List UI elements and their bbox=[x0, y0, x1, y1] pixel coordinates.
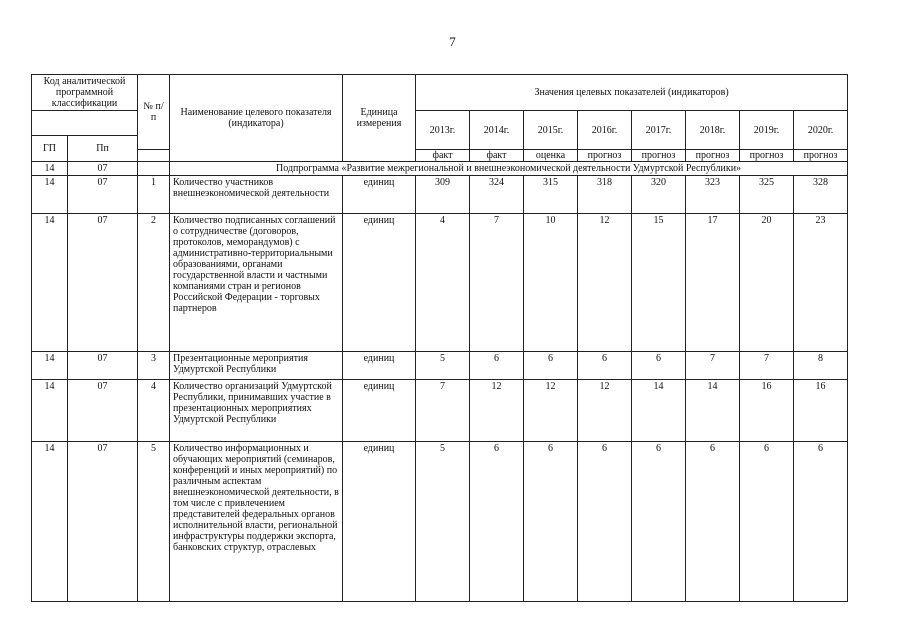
cell-value: 12 bbox=[578, 380, 632, 442]
cell-value: 6 bbox=[578, 352, 632, 380]
cell-indicator-name: Количество организаций Удмуртской Республики, принимавших участие в презентационных мероприятиях Удмуртской Республики bbox=[170, 380, 343, 442]
page-number: 7 bbox=[449, 34, 456, 49]
header-year: 2018г. bbox=[686, 111, 740, 150]
cell-value: 323 bbox=[686, 176, 740, 214]
cell-gp: 14 bbox=[32, 352, 68, 380]
table-row bbox=[32, 380, 848, 442]
cell-value: 16 bbox=[794, 380, 848, 442]
indicators-table bbox=[31, 74, 848, 602]
cell-num: 4 bbox=[138, 380, 170, 442]
header-year: 2013г. bbox=[416, 111, 470, 150]
cell-gp: 14 bbox=[32, 162, 68, 176]
header-gp: ГП bbox=[32, 136, 68, 162]
table-row bbox=[32, 214, 848, 352]
cell-indicator-name: Количество подписанных соглашений о сотрудничестве (договоров, протоколов, меморандумов) с административно-территориальными образованиями, органами государственной власти и частными компаниями стран и регионов Российской Федерации - торговых партнеров bbox=[170, 214, 343, 352]
header-year: 2016г. bbox=[578, 111, 632, 150]
cell-gp: 14 bbox=[32, 176, 68, 214]
cell-value: 6 bbox=[794, 442, 848, 602]
subprogram-title: Подпрограмма «Развитие межрегиональной и внешнеэкономической деятельности Удмуртской Республики» bbox=[170, 162, 848, 176]
cell-value: 7 bbox=[470, 214, 524, 352]
cell-value: 5 bbox=[416, 442, 470, 602]
cell-pp: 07 bbox=[68, 352, 138, 380]
cell-value: 12 bbox=[470, 380, 524, 442]
cell-value: 6 bbox=[524, 352, 578, 380]
cell-gp: 14 bbox=[32, 214, 68, 352]
header-year: 2020г. bbox=[794, 111, 848, 150]
cell-value: 6 bbox=[470, 352, 524, 380]
cell-unit: единиц bbox=[343, 352, 416, 380]
header-status: факт bbox=[416, 150, 470, 162]
header-status: прогноз bbox=[578, 150, 632, 162]
header-values-group: Значения целевых показателей (индикаторов) bbox=[416, 75, 848, 111]
cell-value: 6 bbox=[524, 442, 578, 602]
cell-value: 7 bbox=[686, 352, 740, 380]
cell-value: 6 bbox=[578, 442, 632, 602]
cell-num: 1 bbox=[138, 176, 170, 214]
cell-value: 309 bbox=[416, 176, 470, 214]
cell-num: 3 bbox=[138, 352, 170, 380]
cell-value: 6 bbox=[686, 442, 740, 602]
cell-value: 8 bbox=[794, 352, 848, 380]
table-row bbox=[32, 442, 848, 602]
cell-indicator-name: Количество участников внешнеэкономической деятельности bbox=[170, 176, 343, 214]
cell-value: 17 bbox=[686, 214, 740, 352]
cell-gp: 14 bbox=[32, 380, 68, 442]
cell-value: 6 bbox=[632, 352, 686, 380]
cell-value: 328 bbox=[794, 176, 848, 214]
cell-value: 20 bbox=[740, 214, 794, 352]
header-status: оценка bbox=[524, 150, 578, 162]
cell-num: 2 bbox=[138, 214, 170, 352]
header-status: прогноз bbox=[794, 150, 848, 162]
cell-num: 5 bbox=[138, 442, 170, 602]
cell-value: 4 bbox=[416, 214, 470, 352]
table-row bbox=[32, 352, 848, 380]
cell-value: 5 bbox=[416, 352, 470, 380]
cell-value: 6 bbox=[632, 442, 686, 602]
cell-value: 16 bbox=[740, 380, 794, 442]
cell-pp: 07 bbox=[68, 162, 138, 176]
cell-indicator-name: Презентационные мероприятия Удмуртской Республики bbox=[170, 352, 343, 380]
cell-value: 6 bbox=[740, 442, 794, 602]
cell-value: 10 bbox=[524, 214, 578, 352]
header-status: прогноз bbox=[740, 150, 794, 162]
cell-value: 12 bbox=[578, 214, 632, 352]
cell-pp: 07 bbox=[68, 442, 138, 602]
header-name: Наименование целевого показателя (индикатора) bbox=[170, 75, 343, 162]
header-num: № п/п bbox=[138, 75, 170, 150]
cell-value: 320 bbox=[632, 176, 686, 214]
cell-gp: 14 bbox=[32, 442, 68, 602]
header-pp: Пп bbox=[68, 136, 138, 162]
header-status: факт bbox=[470, 150, 524, 162]
cell-value: 14 bbox=[632, 380, 686, 442]
header-status: прогноз bbox=[632, 150, 686, 162]
cell-value: 318 bbox=[578, 176, 632, 214]
cell-indicator-name: Количество информационных и обучающих мероприятий (семинаров, конференций и иных мероприятий) по различным аспектам внешнеэкономической деятельности, в том числе с привлечением представителей федеральных органов исполнительной власти, региональной инфраструктуры поддержки экспорта, банковских структур, отраслевых bbox=[170, 442, 343, 602]
cell-value: 315 bbox=[524, 176, 578, 214]
subprogram-row bbox=[32, 162, 848, 176]
cell-pp: 07 bbox=[68, 380, 138, 442]
header-unit: Единица измерения bbox=[343, 75, 416, 162]
header-code-group: Код аналитической программной классификации bbox=[32, 75, 138, 111]
cell-value: 23 bbox=[794, 214, 848, 352]
header-year: 2014г. bbox=[470, 111, 524, 150]
cell-value: 14 bbox=[686, 380, 740, 442]
cell-value: 7 bbox=[740, 352, 794, 380]
cell-value: 324 bbox=[470, 176, 524, 214]
cell-unit: единиц bbox=[343, 380, 416, 442]
header-code-spacer bbox=[32, 111, 138, 136]
cell-unit: единиц bbox=[343, 442, 416, 602]
header-year: 2017г. bbox=[632, 111, 686, 150]
cell-value: 6 bbox=[470, 442, 524, 602]
cell-value: 15 bbox=[632, 214, 686, 352]
cell-value: 325 bbox=[740, 176, 794, 214]
header-year: 2019г. bbox=[740, 111, 794, 150]
cell-value: 7 bbox=[416, 380, 470, 442]
cell-value: 12 bbox=[524, 380, 578, 442]
cell-pp: 07 bbox=[68, 176, 138, 214]
cell-pp: 07 bbox=[68, 214, 138, 352]
cell-num bbox=[138, 162, 170, 176]
header-num-spacer bbox=[138, 150, 170, 162]
cell-unit: единиц bbox=[343, 176, 416, 214]
header-year: 2015г. bbox=[524, 111, 578, 150]
table-row bbox=[32, 176, 848, 214]
header-status: прогноз bbox=[686, 150, 740, 162]
cell-unit: единиц bbox=[343, 214, 416, 352]
